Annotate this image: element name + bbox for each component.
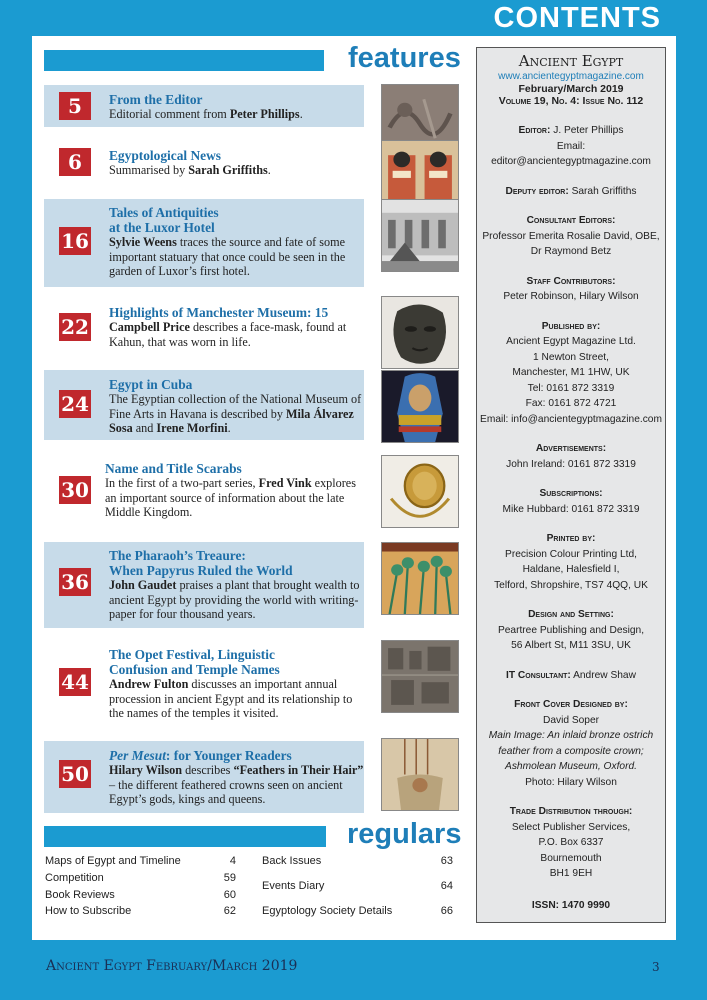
- masthead-section: [477, 697, 665, 790]
- masthead-logo: Ancient Egypt: [518, 52, 624, 70]
- relief-icon: [381, 640, 459, 713]
- masthead-line: Bournemouth: [540, 852, 602, 864]
- masthead-date: February/March 2019: [518, 83, 624, 95]
- masthead-line: David Soper: [542, 714, 600, 726]
- feature-desc-text: Summarised by: [109, 163, 189, 177]
- hotel-icon: [381, 199, 459, 272]
- feature-page-number: 36: [59, 568, 91, 596]
- masthead-label: IT Consultant:: [506, 669, 571, 681]
- feature-desc-text: Editorial comment from: [109, 107, 230, 121]
- masthead-label: Advertisements:: [535, 443, 607, 454]
- feature-text: [105, 461, 364, 520]
- masthead-line[interactable]: Email: editor@ancientegyptmagazine.com: [491, 140, 651, 167]
- masthead-line: Photo: Hilary Wilson: [525, 776, 617, 788]
- regular-label[interactable]: Competition: [45, 872, 104, 884]
- regular-page: 63: [440, 855, 453, 867]
- feature-title-line2[interactable]: Confusion and Temple Names: [109, 662, 280, 677]
- features-heading: features: [348, 42, 461, 74]
- feature-title[interactable]: Tales of Antiquities: [109, 205, 219, 220]
- masthead-sections: [477, 123, 665, 882]
- masthead-section-head: [477, 607, 665, 623]
- masthead-line: Dr Raymond Betz: [530, 246, 612, 257]
- masthead-label: Consultant Editors:: [526, 215, 616, 226]
- masthead-section: [477, 319, 665, 428]
- feature-author: Sarah Griffiths: [188, 163, 268, 177]
- masthead-volume: Volume 19, No. 4: Issue No. 112: [498, 95, 644, 107]
- masthead-section: [477, 531, 665, 593]
- feature-title[interactable]: [109, 748, 364, 763]
- masthead-section: [477, 184, 665, 200]
- regular-label[interactable]: Maps of Egypt and Timeline: [45, 855, 181, 867]
- feature-description: [109, 107, 303, 121]
- masthead-line: Mike Hubbard: 0161 872 3319: [502, 503, 640, 515]
- masthead-section-head: [477, 668, 665, 684]
- feature-author: Fred Vink: [258, 476, 312, 490]
- regular-label[interactable]: Egyptology Society Details: [262, 905, 393, 917]
- feature-page-number: 44: [59, 668, 91, 696]
- page-title: CONTENTS: [493, 2, 661, 34]
- feature-description: [105, 476, 356, 519]
- feature-title-line2[interactable]: When Papyrus Ruled the World: [109, 563, 293, 578]
- masthead-section-head: [477, 123, 665, 139]
- masthead-section-head: [477, 804, 665, 820]
- feature-desc-text: explores an important source of information about the late Middle Kingdom.: [105, 476, 356, 519]
- feature-desc-text: – the different feathered crowns seen on ancient Egypt’s gods, kings and queens.: [109, 777, 343, 806]
- feature-author: Irene Morfini: [156, 421, 228, 435]
- regular-page: 59: [223, 872, 236, 884]
- masthead-label: Subscriptions:: [539, 488, 603, 499]
- feature-desc-text: .: [299, 107, 303, 121]
- feature-author: “Feathers in Their Hair”: [233, 763, 364, 777]
- masthead-line: Ashmolean Museum, Oxford.: [505, 761, 637, 772]
- masthead-label: Staff Contributors:: [526, 275, 616, 287]
- masthead-inline-value: Sarah Griffiths: [568, 185, 637, 197]
- masthead-section: [477, 486, 665, 517]
- feature-description: [109, 677, 352, 720]
- masthead-line: Tel: 0161 872 3319: [527, 382, 615, 394]
- masthead-line: Main Image: An inlaid bronze ostrich: [488, 730, 654, 741]
- regular-label[interactable]: Book Reviews: [45, 889, 115, 901]
- masthead-section: [477, 607, 665, 654]
- feature-page-number: 16: [59, 227, 91, 255]
- feature-desc-text: describes a face-mask, found at Kahun, that was worn in life.: [109, 320, 347, 349]
- feature-text: [109, 377, 364, 436]
- masthead-line: Peartree Publishing and Design,: [497, 624, 645, 636]
- feature-text: [109, 92, 364, 122]
- masthead-line[interactable]: Email: info@ancientegyptmagazine.com: [480, 413, 662, 425]
- masthead-inline-value: J. Peter Phillips: [550, 125, 624, 136]
- feature-desc-text: In the first of a two-part series,: [105, 476, 259, 490]
- feature-page-number: 24: [59, 390, 91, 418]
- masthead-label: Design and Setting:: [528, 609, 614, 620]
- feature-description: [109, 392, 361, 435]
- regular-label[interactable]: How to Subscribe: [45, 905, 132, 917]
- feature-description: [109, 763, 363, 806]
- masthead-line: Haldane, Halesfield I,: [522, 564, 620, 575]
- papyrus-icon: [381, 542, 459, 615]
- footer-page-number: 3: [652, 960, 660, 974]
- masthead-section: [477, 441, 665, 472]
- masthead-section-head: [477, 319, 665, 335]
- masthead-section-head: [477, 531, 665, 547]
- feature-author: Andrew Fulton: [109, 677, 189, 691]
- feature-title-italic: Per Mesut: [109, 748, 166, 763]
- feature-text: [109, 205, 364, 279]
- masthead-section-head: [477, 441, 665, 457]
- feature-title[interactable]: The Opet Festival, Linguistic: [109, 647, 275, 662]
- feature-desc-text: traces the source and fate of some important statuary that once could be seen in the garden of Luxor’s first hotel.: [109, 235, 346, 278]
- masthead-section-head: [477, 486, 665, 502]
- masthead-label: Editor:: [518, 125, 551, 136]
- feature-text: [109, 548, 364, 622]
- masthead-line: feather from a composite crown;: [498, 745, 644, 757]
- regular-page: 60: [223, 889, 236, 901]
- regular-page: 64: [440, 880, 453, 892]
- feature-author: John Gaudet: [109, 578, 177, 592]
- regular-page: 66: [440, 905, 453, 917]
- regulars-heading: regulars: [347, 818, 462, 850]
- masthead-line: Peter Robinson, Hilary Wilson: [503, 291, 639, 302]
- masthead-section: [477, 213, 665, 260]
- feature-text: [109, 148, 364, 178]
- masthead-url[interactable]: www.ancientegyptmagazine.com: [498, 71, 644, 82]
- feature-title-line2[interactable]: at the Luxor Hotel: [109, 220, 215, 235]
- masthead-section-head: [477, 697, 665, 713]
- regular-page: 62: [223, 905, 236, 917]
- coffin-icon: [381, 370, 459, 443]
- masthead-line: Telford, Shropshire, TS7 4QQ, UK: [494, 579, 648, 591]
- masthead-issn: ISSN: 1470 9990: [531, 899, 611, 911]
- masthead-line: Manchester, M1 1HW, UK: [512, 367, 630, 378]
- feature-author: Campbell Price: [109, 320, 190, 334]
- feature-text: [109, 748, 364, 807]
- feature-author: Mila Álvarez Sosa: [109, 406, 354, 435]
- mask-icon: [381, 296, 459, 369]
- feature-description: [109, 320, 346, 349]
- masthead-section: [477, 274, 665, 305]
- masthead-line: P.O. Box 6337: [538, 837, 604, 848]
- masthead-line: Select Publisher Services,: [511, 821, 631, 833]
- masthead-section-head: [477, 274, 665, 290]
- feature-desc-text: praises a plant that brought wealth to ancient Egypt by providing the world with writing-paper for four thousand years.: [109, 578, 360, 621]
- feature-desc-text: discusses an important annual procession in ancient Egypt and its relationship to the names of the temples it visited.: [109, 677, 353, 720]
- features-bar: [44, 50, 324, 71]
- feature-description: [109, 163, 271, 177]
- regular-label[interactable]: Back Issues: [262, 855, 322, 867]
- masthead-label: Front Cover Designed by:: [514, 699, 628, 710]
- feature-desc-text: and: [132, 421, 157, 435]
- feature-title[interactable]: Egypt in Cuba: [109, 377, 193, 392]
- feature-page-number: 30: [59, 476, 91, 504]
- masthead-line: Precision Colour Printing Ltd,: [505, 548, 637, 560]
- feature-desc-text: .: [267, 163, 271, 177]
- feature-desc-text: describes: [182, 763, 234, 777]
- masthead-line: Professor Emerita Rosalie David, OBE,: [482, 230, 660, 242]
- scarab-ring-icon: [381, 455, 459, 528]
- feature-title[interactable]: Name and Title Scarabs: [105, 461, 242, 476]
- masthead-line: BH1 9EH: [549, 868, 593, 879]
- masthead-section-head: [477, 213, 665, 229]
- footer-title: Ancient Egypt February/March 2019: [46, 958, 298, 974]
- feature-desc-text: The Egyptian collection of the National Museum of Fine Arts in Havana is described by: [109, 392, 362, 421]
- feature-author: Peter Phillips: [229, 107, 300, 121]
- masthead-line: Ancient Egypt Magazine Ltd.: [506, 336, 636, 347]
- feature-description: [109, 578, 360, 621]
- feature-title[interactable]: The Pharaoh’s Treaure:: [109, 548, 246, 563]
- feature-page-number: 50: [59, 760, 91, 788]
- feature-text: [109, 647, 364, 721]
- feature-text: [109, 305, 364, 349]
- feature-title[interactable]: Egyptological News: [109, 148, 221, 163]
- masthead-line: Fax: 0161 872 4721: [525, 398, 617, 409]
- masthead-label: Printed by:: [546, 533, 596, 544]
- feature-page-number: 22: [59, 313, 91, 341]
- feature-title-tail: : for Younger Readers: [165, 748, 292, 763]
- masthead-section: [477, 668, 665, 684]
- masthead-panel: [476, 47, 666, 923]
- regular-page: 4: [229, 855, 236, 867]
- feature-page-number: 6: [59, 148, 91, 176]
- masthead-section-head: [477, 184, 665, 200]
- masthead-line: 1 Newton Street,: [533, 351, 609, 363]
- masthead-label: Published by:: [541, 320, 601, 332]
- feature-title[interactable]: Highlights of Manchester Museum: 15: [109, 305, 329, 320]
- feature-author: Sylvie Weens: [109, 235, 177, 249]
- masthead-line: John Ireland: 0161 872 3319: [506, 458, 636, 470]
- masthead-line: 56 Albert St, M11 3SU, UK: [511, 640, 631, 651]
- feather-crown-icon: [381, 738, 459, 811]
- feature-author: Hilary Wilson: [109, 763, 183, 777]
- feature-title[interactable]: From the Editor: [109, 92, 203, 107]
- masthead-label: Trade Distribution through:: [509, 806, 633, 817]
- regulars-bar: [44, 826, 326, 847]
- feature-page-number: 5: [59, 92, 91, 120]
- masthead-label: Deputy editor:: [505, 185, 569, 197]
- feature-desc-text: .: [227, 421, 231, 435]
- regular-label[interactable]: Events Diary: [262, 880, 325, 892]
- masthead-section: [477, 804, 665, 882]
- masthead-section: [477, 123, 665, 170]
- masthead-inline-value: Andrew Shaw: [570, 669, 636, 681]
- feature-description: [109, 235, 345, 278]
